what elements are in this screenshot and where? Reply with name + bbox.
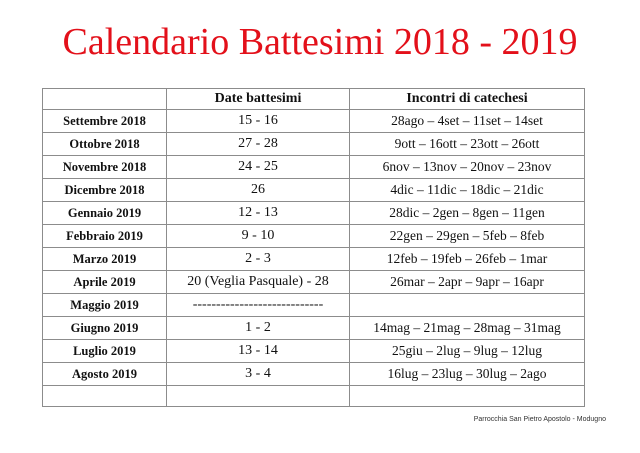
meetings-cell: 22gen – 29gen – 5feb – 8feb xyxy=(350,225,585,248)
table-header-row xyxy=(43,89,585,110)
month-cell: Novembre 2018 xyxy=(43,156,167,179)
parish-footer: Parrocchia San Pietro Apostolo - Modugno xyxy=(473,416,606,423)
month-cell: Gennaio 2019 xyxy=(43,202,167,225)
table-row xyxy=(43,248,585,271)
month-cell: Luglio 2019 xyxy=(43,340,167,363)
table-row xyxy=(43,202,585,225)
page-title: Calendario Battesimi 2018 - 2019 xyxy=(62,21,578,63)
header-month xyxy=(43,89,167,110)
header-baptism-dates: Date battesimi xyxy=(167,89,350,110)
month-cell: Giugno 2019 xyxy=(43,317,167,340)
baptism-dates-cell: 2 - 3 xyxy=(167,248,350,271)
baptism-calendar-table xyxy=(42,88,585,407)
table-row xyxy=(43,110,585,133)
baptism-dates-cell: 3 - 4 xyxy=(167,363,350,386)
baptism-dates-cell xyxy=(167,386,350,407)
table-row xyxy=(43,294,585,317)
table-row xyxy=(43,225,585,248)
meetings-cell xyxy=(350,294,585,317)
table-row xyxy=(43,317,585,340)
meetings-cell: 26mar – 2apr – 9apr – 16apr xyxy=(350,271,585,294)
baptism-dates-cell: 24 - 25 xyxy=(167,156,350,179)
table-row xyxy=(43,179,585,202)
month-cell: Marzo 2019 xyxy=(43,248,167,271)
baptism-dates-cell: 12 - 13 xyxy=(167,202,350,225)
table-row xyxy=(43,156,585,179)
baptism-dates-cell: 9 - 10 xyxy=(167,225,350,248)
meetings-cell: 4dic – 11dic – 18dic – 21dic xyxy=(350,179,585,202)
meetings-cell: 6nov – 13nov – 20nov – 23nov xyxy=(350,156,585,179)
month-cell: Maggio 2019 xyxy=(43,294,167,317)
baptism-dates-cell: 20 (Veglia Pasquale) - 28 xyxy=(167,271,350,294)
baptism-dates-cell: 26 xyxy=(167,179,350,202)
table-row xyxy=(43,340,585,363)
header-catechesis-meetings: Incontri di catechesi xyxy=(350,89,585,110)
baptism-dates-cell: 27 - 28 xyxy=(167,133,350,156)
month-cell: Dicembre 2018 xyxy=(43,179,167,202)
meetings-cell xyxy=(350,386,585,407)
meetings-cell: 9ott – 16ott – 23ott – 26ott xyxy=(350,133,585,156)
meetings-cell: 14mag – 21mag – 28mag – 31mag xyxy=(350,317,585,340)
month-cell: Settembre 2018 xyxy=(43,110,167,133)
meetings-cell: 16lug – 23lug – 30lug – 2ago xyxy=(350,363,585,386)
month-cell: Aprile 2019 xyxy=(43,271,167,294)
month-cell: Ottobre 2018 xyxy=(43,133,167,156)
table-row xyxy=(43,133,585,156)
month-cell xyxy=(43,386,167,407)
table-row xyxy=(43,271,585,294)
baptism-dates-cell: 1 - 2 xyxy=(167,317,350,340)
month-cell: Febbraio 2019 xyxy=(43,225,167,248)
table-row-empty xyxy=(43,386,585,407)
meetings-cell: 28ago – 4set – 11set – 14set xyxy=(350,110,585,133)
baptism-dates-cell: ---------------------------- xyxy=(167,294,350,317)
month-cell: Agosto 2019 xyxy=(43,363,167,386)
meetings-cell: 12feb – 19feb – 26feb – 1mar xyxy=(350,248,585,271)
table-row xyxy=(43,363,585,386)
baptism-dates-cell: 15 - 16 xyxy=(167,110,350,133)
meetings-cell: 28dic – 2gen – 8gen – 11gen xyxy=(350,202,585,225)
meetings-cell: 25giu – 2lug – 9lug – 12lug xyxy=(350,340,585,363)
baptism-dates-cell: 13 - 14 xyxy=(167,340,350,363)
